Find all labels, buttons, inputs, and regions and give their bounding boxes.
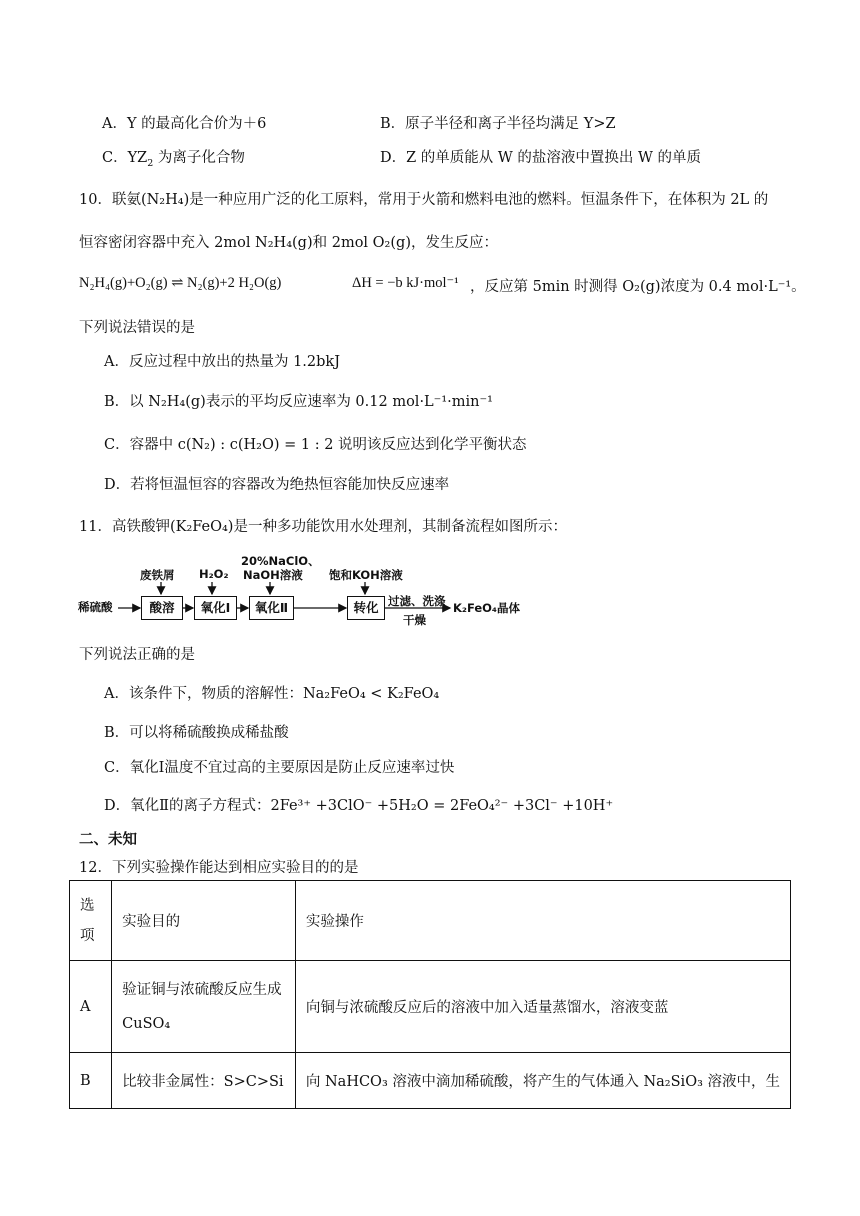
q11-prompt: 下列说法正确的是: [79, 647, 195, 663]
flow-step-dry: 干燥: [403, 613, 426, 627]
q12-experiment-table: [69, 880, 791, 1109]
q11-stem: 11．高铁酸钾(K₂FeO₄)是一种多功能饮用水处理剂，其制备流程如图所示：: [79, 519, 567, 535]
flow-input-h2o2: H₂O₂: [199, 567, 229, 581]
q9-option-a: A．Y 的最高化合价为＋6: [102, 116, 267, 132]
q10-stem-line1: 10．联氨(N₂H₄)是一种应用广泛的化工原料，常用于火箭和燃料电池的燃料。恒温条件下，在体积为 2L 的: [79, 192, 769, 208]
flow-start-label: 稀硫酸: [78, 600, 113, 614]
table-cell-purpose: 比较非金属性：S>C>Si: [112, 1053, 296, 1109]
q10-option-a: A．反应过程中放出的热量为 1.2bkJ: [104, 354, 341, 370]
flow-input-naoh: NaOH溶液: [243, 568, 303, 582]
q11-flow-diagram: [78, 553, 538, 633]
flow-product: K₂FeO₄晶体: [453, 601, 520, 615]
q10-option-c: C．容器中 c(N₂) : c(H₂O) = 1 : 2 说明该反应达到化学平衡状态: [104, 437, 527, 453]
q11-option-d: D．氧化Ⅱ的离子方程式：2Fe³⁺ +3ClO⁻ +5H₂O = 2FeO₄²⁻ +3Cl⁻ +10H⁺: [104, 798, 614, 814]
table-cell-purpose: 验证铜与浓硫酸反应生成 CuSO₄: [112, 961, 296, 1053]
q10-prompt: 下列说法错误的是: [79, 320, 195, 336]
q10-option-d: D．若将恒温恒容的容器改为绝热恒容能加快反应速率: [104, 477, 450, 493]
q9-option-d: D．Z 的单质能从 W 的盐溶液中置换出 W 的单质: [380, 150, 702, 166]
table-cell-option: A: [70, 961, 112, 1053]
table-cell-operation: 向铜与浓硫酸反应后的溶液中加入适量蒸馏水，溶液变蓝: [295, 961, 790, 1053]
table-row: [70, 1053, 791, 1109]
q12-stem: 12．下列实验操作能达到相应实验目的的是: [79, 860, 359, 876]
section-title: 二、未知: [79, 832, 137, 848]
q9-option-c: C．$YZ_2$ 为离子化合物: [102, 150, 245, 169]
flow-input-naclo: 20%NaClO、: [241, 554, 320, 568]
table-row: [70, 961, 791, 1053]
table-cell-option: B: [70, 1053, 112, 1109]
q10-option-b: B．以 N₂H₄(g)表示的平均反应速率为 0.12 mol·L⁻¹·min⁻¹: [104, 394, 493, 410]
flow-box-oxidation-2: 氧化Ⅱ: [249, 596, 294, 620]
q11-option-c: C．氧化Ⅰ温度不宜过高的主要原因是防止反应速率过快: [104, 760, 455, 776]
q9-option-b: B．原子半径和离子半径均满足 Y>Z: [380, 116, 616, 132]
table-header-operation: 实验操作: [295, 881, 790, 961]
flow-box-conversion: 转化: [347, 596, 385, 620]
table-header-row: [70, 881, 791, 961]
q10-stem-line2: 恒容密闭容器中充入 2mol N₂H₄(g)和 2mol O₂(g)，发生反应：: [79, 235, 498, 251]
flow-step-filter-wash: 过滤、洗涤: [388, 594, 446, 608]
q11-option-a: A．该条件下，物质的溶解性：Na₂FeO₄ < K₂FeO₄: [104, 686, 440, 702]
flow-input-scrap-iron: 废铁屑: [140, 568, 175, 582]
table-header-option: 选项: [70, 881, 112, 961]
flow-box-oxidation-1: 氧化Ⅰ: [194, 596, 237, 620]
flow-input-koh: 饱和KOH溶液: [329, 568, 403, 582]
table-cell-operation: 向 NaHCO₃ 溶液中滴加稀硫酸，将产生的气体通入 Na₂SiO₃ 溶液中，生: [295, 1053, 790, 1109]
table-header-purpose: 实验目的: [112, 881, 296, 961]
q11-option-b: B．可以将稀硫酸换成稀盐酸: [104, 725, 289, 741]
q10-delta-h: ΔH = −b kJ·mol⁻¹: [352, 275, 459, 291]
q10-stem-line3: ，反应第 5min 时测得 O₂(g)浓度为 0.4 mol·L⁻¹。: [470, 279, 806, 295]
q10-equation: N₂H₄(g)+O₂(g) ⇌ N₂(g)+2 H₂O(g): [79, 275, 282, 291]
flow-box-acid-dissolve: 酸溶: [141, 596, 183, 620]
